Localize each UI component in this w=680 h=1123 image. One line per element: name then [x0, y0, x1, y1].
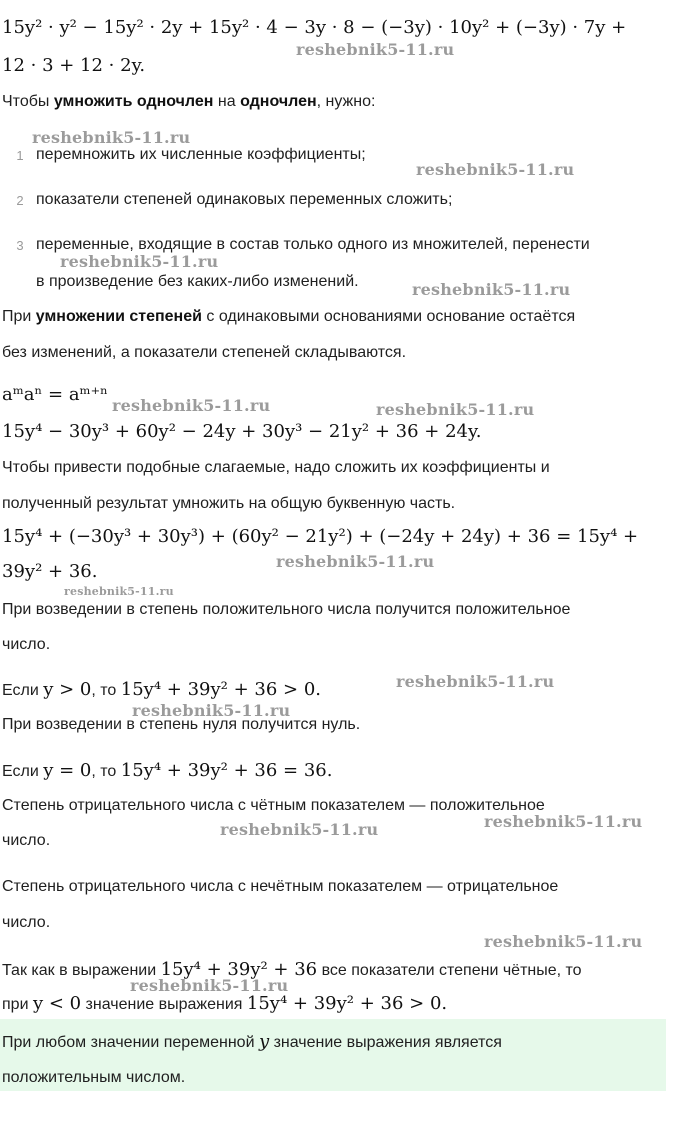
case-positive	[2, 678, 321, 702]
conclusion-line-2: положительным числом.	[2, 1069, 186, 1086]
bold-term-1: умножить одночлен	[53, 93, 214, 110]
watermark: reshebnik5-11.ru	[376, 400, 535, 419]
watermark: reshebnik5-11.ru	[276, 552, 435, 571]
since-lead: Так как в выражении	[2, 962, 161, 979]
watermark: reshebnik5-11.ru	[484, 932, 643, 951]
expanded-expression: 15y⁴ − 30y³ + 60y² − 24y + 30y³ − 21y² + 36 + 24y.	[2, 421, 482, 442]
intro-end: , нужно:	[316, 93, 376, 110]
even-rule-line-2: число.	[2, 832, 51, 849]
since-line-1	[2, 958, 582, 982]
power-rule-start: При	[2, 308, 36, 325]
step-number-3: 3	[16, 238, 24, 253]
odd-rule-line-2: число.	[2, 914, 51, 931]
conclusion-end: значение выражения является	[269, 1034, 502, 1051]
watermark: reshebnik5-11.ru	[132, 701, 291, 720]
power-rule-bold: умножении степеней	[35, 308, 202, 325]
watermark: reshebnik5-11.ru	[484, 812, 643, 831]
since-expression: 15y⁴ + 39y² + 36	[160, 959, 318, 980]
step-text-3a: переменные, входящие в состав только одного из множителей, перенести	[36, 236, 590, 253]
grouped-expression-1: 15y⁴ + (−30y³ + 30y³) + (60y² − 21y²) + (−24y + 24y) + 36 = 15y⁴ +	[2, 526, 639, 547]
case-zero	[2, 759, 332, 783]
step-text-1: перемножить их численные коэффициенты;	[36, 146, 366, 163]
watermark: reshebnik5-11.ru	[416, 160, 575, 179]
watermark: reshebnik5-11.ru	[220, 820, 379, 839]
case-positive-cond: y > 0	[43, 679, 92, 700]
watermark: reshebnik5-11.ru	[112, 396, 271, 415]
case-zero-mid: , то	[91, 763, 121, 780]
zero-rule: При возведении в степень нуля получится нуль.	[2, 716, 361, 733]
conclusion-variable: y	[258, 1031, 270, 1052]
watermark: reshebnik5-11.ru	[32, 128, 191, 147]
power-rule-line-2: без изменений, а показатели степеней складываются.	[2, 344, 407, 361]
since-b-mid: значение выражения	[81, 996, 247, 1013]
step-number-2: 2	[16, 193, 24, 208]
watermark: reshebnik5-11.ru	[60, 252, 219, 271]
power-formula: aᵐaⁿ = aᵐ⁺ⁿ	[2, 384, 108, 405]
intro-mid: на	[213, 93, 241, 110]
positive-rule-line-2: число.	[2, 636, 51, 653]
grouped-expression-2: 39y² + 36.	[2, 561, 98, 582]
even-rule-line-1: Степень отрицательного числа с чётным показателем — положительное	[2, 797, 545, 814]
since-b-cond: y < 0	[32, 993, 82, 1014]
case-positive-lead: Если	[2, 682, 44, 699]
watermark: reshebnik5-11.ru	[130, 976, 289, 995]
monomial-rule-intro	[2, 92, 375, 112]
conclusion-lead: При любом значении переменной	[2, 1034, 259, 1051]
case-zero-lead: Если	[2, 763, 44, 780]
watermark: reshebnik5-11.ru	[396, 672, 555, 691]
watermark: reshebnik5-11.ru	[412, 280, 571, 299]
intro-text: Чтобы	[2, 93, 54, 110]
since-b-lead: при	[2, 996, 33, 1013]
since-end: все показатели степени чётные, то	[317, 962, 582, 979]
step-text-3b: в произведение без каких-либо изменений.	[36, 273, 359, 290]
equation-line-1: 15y² · y² − 15y² · 2y + 15y² · 4 − 3y · 8 − (−3y) · 10y² + (−3y) · 7y +	[2, 17, 627, 38]
step-number-1: 1	[16, 148, 24, 163]
bold-term-2: одночлен	[240, 93, 317, 110]
case-zero-cond: y = 0	[43, 760, 92, 781]
conclusion-line-1	[2, 1030, 502, 1054]
like-terms-line-2: полученный результат умножить на общую буквенную часть.	[2, 495, 456, 512]
equation-line-2: 12 · 3 + 12 · 2y.	[2, 55, 146, 76]
since-b-expression: 15y⁴ + 39y² + 36 > 0.	[246, 993, 448, 1014]
power-rule-line-1	[2, 307, 575, 327]
watermark: reshebnik5-11.ru	[296, 40, 455, 59]
case-zero-result: 15y⁴ + 39y² + 36 = 36.	[120, 760, 333, 781]
case-positive-mid: , то	[91, 682, 121, 699]
watermark: reshebnik5-11.ru	[64, 585, 174, 598]
positive-rule-line-1: При возведении в степень положительного числа получится положительное	[2, 601, 571, 618]
odd-rule-line-1: Степень отрицательного числа с нечётным показателем — отрицательное	[2, 878, 559, 895]
since-line-2	[2, 992, 447, 1016]
case-positive-result: 15y⁴ + 39y² + 36 > 0.	[120, 679, 321, 700]
step-text-2: показатели степеней одинаковых переменных сложить;	[36, 191, 453, 208]
power-rule-end: с одинаковыми основаниями основание остаётся	[201, 308, 576, 325]
like-terms-line-1: Чтобы привести подобные слагаемые, надо сложить их коэффициенты и	[2, 459, 550, 476]
